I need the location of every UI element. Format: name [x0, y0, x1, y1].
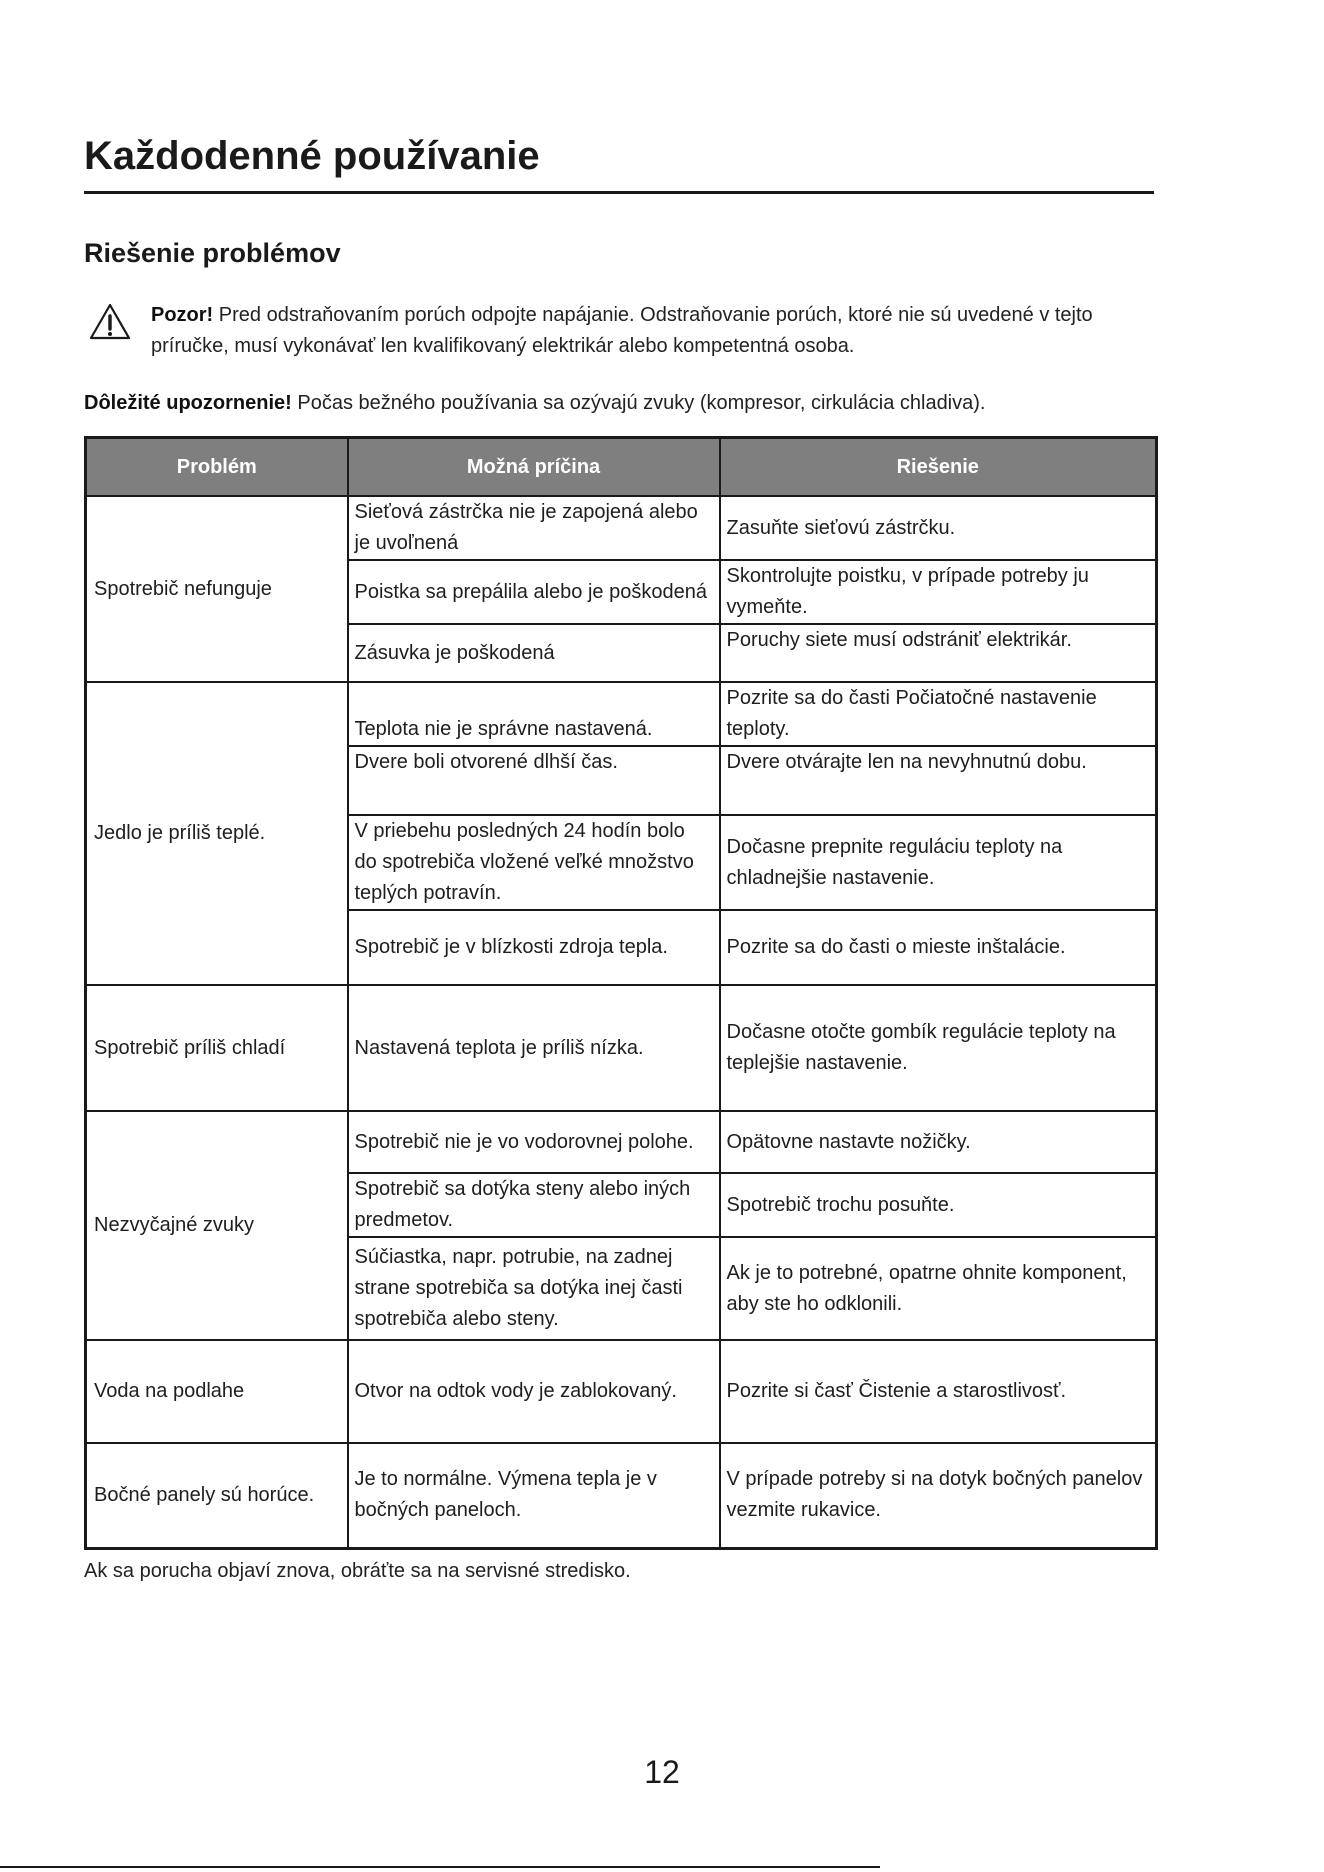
cause-cell: Spotrebič nie je vo vodorovnej polohe.	[348, 1111, 720, 1173]
warning-triangle-icon	[88, 302, 132, 342]
cause-cell: Dvere boli otvorené dlhší čas.	[348, 746, 720, 815]
table-row	[86, 1340, 1157, 1443]
caution-note	[151, 300, 1151, 362]
page-number: 12	[644, 1754, 680, 1790]
solution-cell: Opätovne nastavte nožičky.	[720, 1111, 1157, 1173]
problem-cell: Spotrebič nefunguje	[86, 496, 348, 682]
table-row	[86, 1443, 1157, 1548]
table-row	[86, 1111, 1157, 1173]
header-solution: Riešenie	[720, 438, 1157, 497]
solution-cell: Ak je to potrebné, opatrne ohnite komponent, aby ste ho odklonili.	[720, 1237, 1157, 1340]
solution-cell: Poruchy siete musí odstrániť elektrikár.	[720, 624, 1157, 682]
table-header-row	[86, 438, 1157, 497]
cause-cell: Zásuvka je poškodená	[348, 624, 720, 682]
problem-cell: Spotrebič príliš chladí	[86, 985, 348, 1111]
problem-cell: Nezvyčajné zvuky	[86, 1111, 348, 1340]
solution-cell: Dvere otvárajte len na nevyhnutnú dobu.	[720, 746, 1157, 815]
header-cause: Možná príčina	[348, 438, 720, 497]
solution-cell: Pozrite sa do časti Počiatočné nastavenie teploty.	[720, 682, 1157, 746]
cause-cell: Sieťová zástrčka nie je zapojená alebo je uvoľnená	[348, 496, 720, 560]
problem-cell: Bočné panely sú horúce.	[86, 1443, 348, 1548]
page-title: Každodenné používanie	[84, 134, 540, 178]
problem-cell: Jedlo je príliš teplé.	[86, 682, 348, 985]
solution-cell: Skontrolujte poistku, v prípade potreby ju vymeňte.	[720, 560, 1157, 624]
solution-cell: Zasuňte sieťovú zástrčku.	[720, 496, 1157, 560]
cause-cell: Poistka sa prepálila alebo je poškodená	[348, 560, 720, 624]
notice-label: Dôležité upozornenie!	[84, 392, 292, 414]
cause-cell: Je to normálne. Výmena tepla je v bočných paneloch.	[348, 1443, 720, 1548]
cause-cell: Nastavená teplota je príliš nízka.	[348, 985, 720, 1111]
solution-cell: Dočasne otočte gombík regulácie teploty na teplejšie nastavenie.	[720, 985, 1157, 1111]
table-row	[86, 496, 1157, 560]
footer-note: Ak sa porucha objaví znova, obráťte sa na servisné stredisko.	[84, 1560, 631, 1582]
cause-cell: V priebehu posledných 24 hodín bolo do spotrebiča vložené veľké množstvo teplých potravín.	[348, 815, 720, 910]
cause-cell: Spotrebič sa dotýka steny alebo iných predmetov.	[348, 1173, 720, 1237]
table-row	[86, 682, 1157, 746]
table-row	[86, 985, 1157, 1111]
solution-cell: Pozrite sa do časti o mieste inštalácie.	[720, 910, 1157, 985]
bottom-rule	[0, 1866, 880, 1868]
cause-cell: Súčiastka, napr. potrubie, na zadnej strane spotrebiča sa dotýka inej časti spotrebiča alebo steny.	[348, 1237, 720, 1340]
caution-text: Pred odstraňovaním porúch odpojte napájanie. Odstraňovanie porúch, ktoré nie sú uvedené v tejto príručke, musí vykonávať len kvalifikovaný elektrikár alebo kompetentná osoba.	[151, 304, 1093, 357]
solution-cell: Dočasne prepnite reguláciu teploty na chladnejšie nastavenie.	[720, 815, 1157, 910]
header-problem: Problém	[86, 438, 348, 497]
cause-cell: Teplota nie je správne nastavená.	[348, 682, 720, 746]
section-title: Riešenie problémov	[84, 238, 341, 268]
cause-cell: Otvor na odtok vody je zablokovaný.	[348, 1340, 720, 1443]
problem-cell: Voda na podlahe	[86, 1340, 348, 1443]
important-notice	[84, 388, 1164, 418]
cause-cell: Spotrebič je v blízkosti zdroja tepla.	[348, 910, 720, 985]
solution-cell: Spotrebič trochu posuňte.	[720, 1173, 1157, 1237]
solution-cell: V prípade potreby si na dotyk bočných panelov vezmite rukavice.	[720, 1443, 1157, 1548]
troubleshooting-table	[84, 436, 1158, 1550]
solution-cell: Pozrite si časť Čistenie a starostlivosť.	[720, 1340, 1157, 1443]
caution-label: Pozor!	[151, 304, 214, 326]
title-rule	[84, 191, 1154, 194]
notice-text: Počas bežného používania sa ozývajú zvuky (kompresor, cirkulácia chladiva).	[291, 392, 986, 414]
